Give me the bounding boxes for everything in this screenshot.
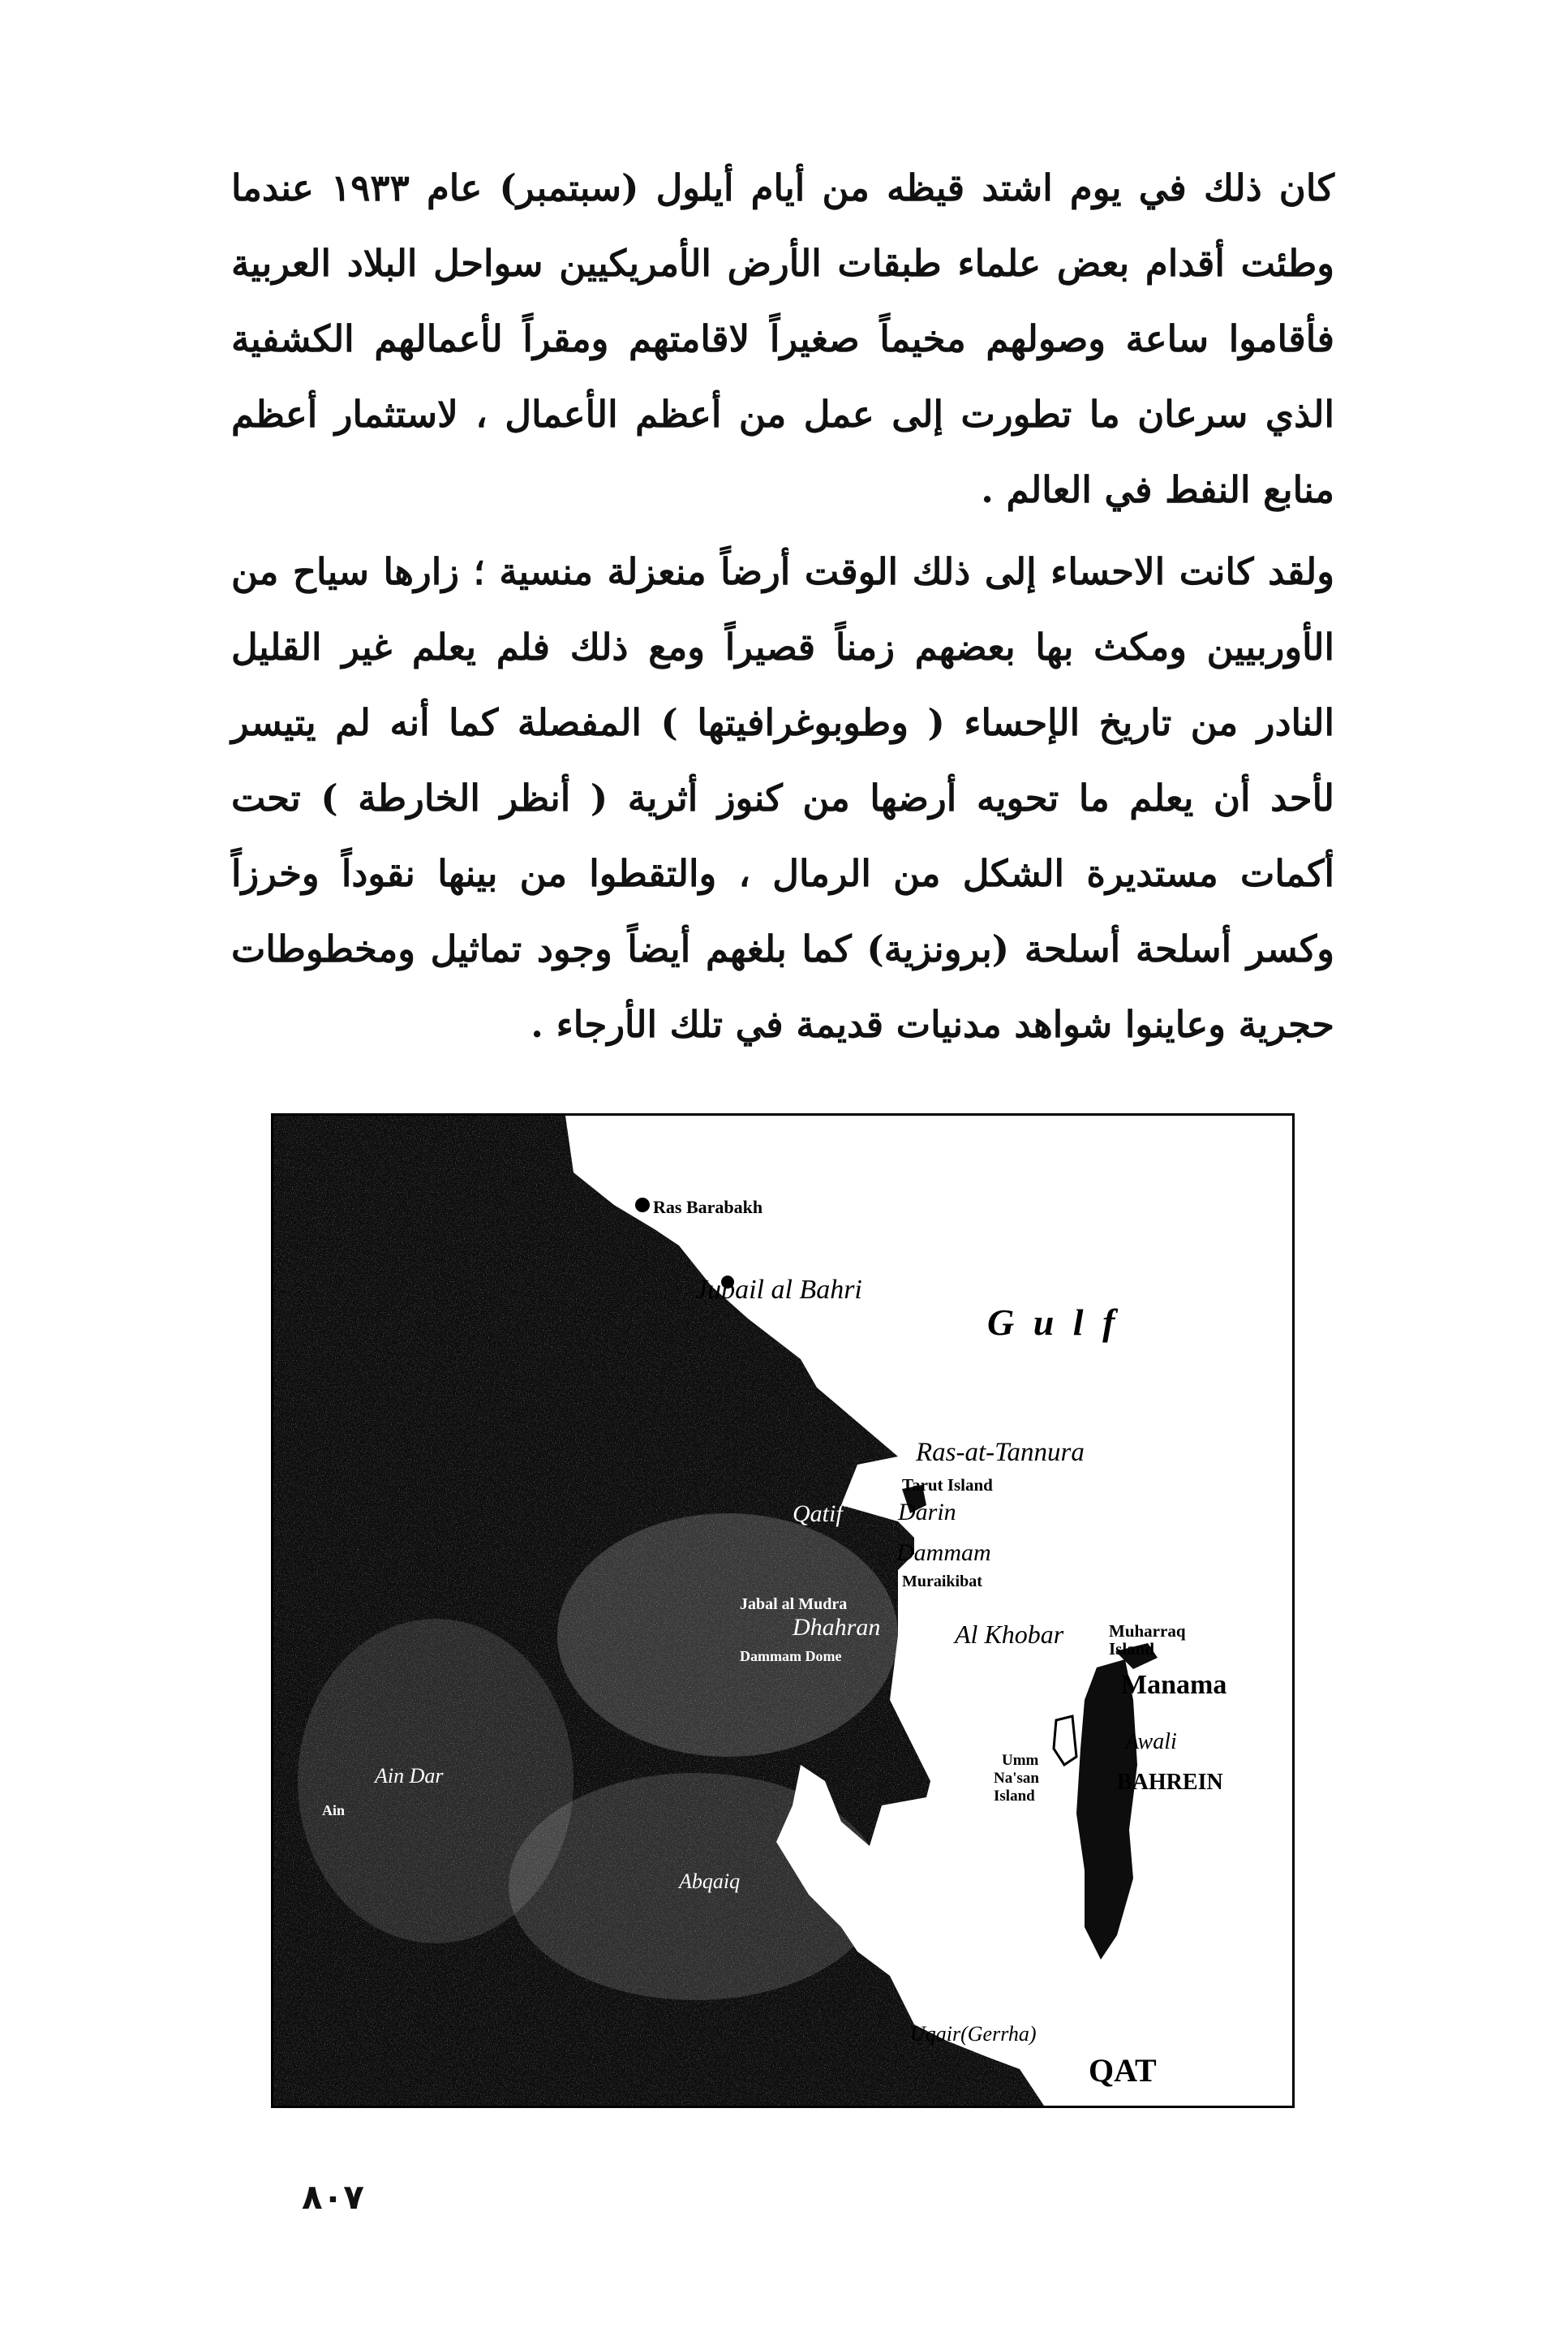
label-ain-small: Ain [322,1802,346,1818]
label-umm-nasan-1: Umm [1002,1752,1039,1769]
label-ras-barabakh: Ras Barabakh [653,1197,763,1217]
paragraph-intro: كان ذلك في يوم اشتد قيظه من أيام أيلول (سبتمبر) عام ١٩٣٣ عندما وطئت أقدام بعض علماء طبقات الأرض الأمريكيين سواحل البلاد العربية فأقاموا ساعة وصولهم مخيماً صغيراً لاقامتهم ومقراً لأعمالهم الكشفية الذي سرعان ما تطورت إلى عمل من أعظم الأعمال ، لاستثمار أعظم منابع النفط في العالم . [231,166,1334,511]
label-dammam-dome: Dammam Dome [740,1648,842,1664]
label-bahrein: BAHREIN [1117,1770,1223,1795]
label-awali: Awali [1125,1729,1177,1754]
label-darin: Darin [898,1499,956,1525]
label-manama: Manama [1121,1670,1227,1700]
label-uqair: Uqair(Gerrha) [910,2022,1037,2046]
label-qatar: QAT [1089,2052,1157,2089]
label-jabal-mudra: Jabal al Mudra [740,1595,848,1613]
label-muharraq-island: Island [1109,1639,1155,1659]
label-ras-tannura: Ras-at-Tannura [916,1438,1085,1467]
page-number: ٨٠٧ [302,2177,364,2217]
paragraph-alhasa: ولقد كانت الاحساء إلى ذلك الوقت أرضاً منعزلة منسية ؛ زارها سياح من الأوربيين ومكث بها بعضهم زمناً قصيراً ومع ذلك فلم يعلم غير القليل النادر من تاريخ الإحساء ( وطوبوغرافيتها ) المفصلة كما أنه لم يتيسر لأحد أن يعلم ما تحويه أرضها من كنوز أثرية ( أنظر الخارطة ) تحت أكمات مستديرة الشكل من الرمال ، والتقطوا من بينها نقوداً وخرزاً وكسر أسلحة أسلحة (برونزية) كما بلغهم أيضاً وجود تماثيل ومخطوطات حجرية وعاينوا شواهد مدنيات قديمة في تلك الأرجاء . [231,550,1334,1046]
map-svg [273,1116,1292,2106]
label-ain-dar: Ain Dar [375,1764,444,1788]
map-figure [271,1113,1295,2108]
label-muharraq: Muharraq [1109,1621,1186,1641]
ras-barabakh-marker [635,1198,650,1212]
label-dammam: Dammam [896,1539,991,1566]
label-dhahran: Dhahran [793,1614,881,1641]
label-jubail: Jubail al Bahri [695,1275,862,1305]
label-gulf: G u l f [987,1302,1120,1343]
label-umm-nasan-2: Na'san [994,1770,1039,1787]
label-al-khobar: Al Khobar [955,1620,1064,1649]
label-qatif: Qatif [793,1500,843,1527]
label-tarut-island: Tarut Island [902,1475,993,1495]
label-abqaiq: Abqaiq [679,1870,741,1893]
label-muraikibat: Muraikibat [902,1573,982,1590]
label-umm-nasan-3: Island [994,1788,1035,1805]
